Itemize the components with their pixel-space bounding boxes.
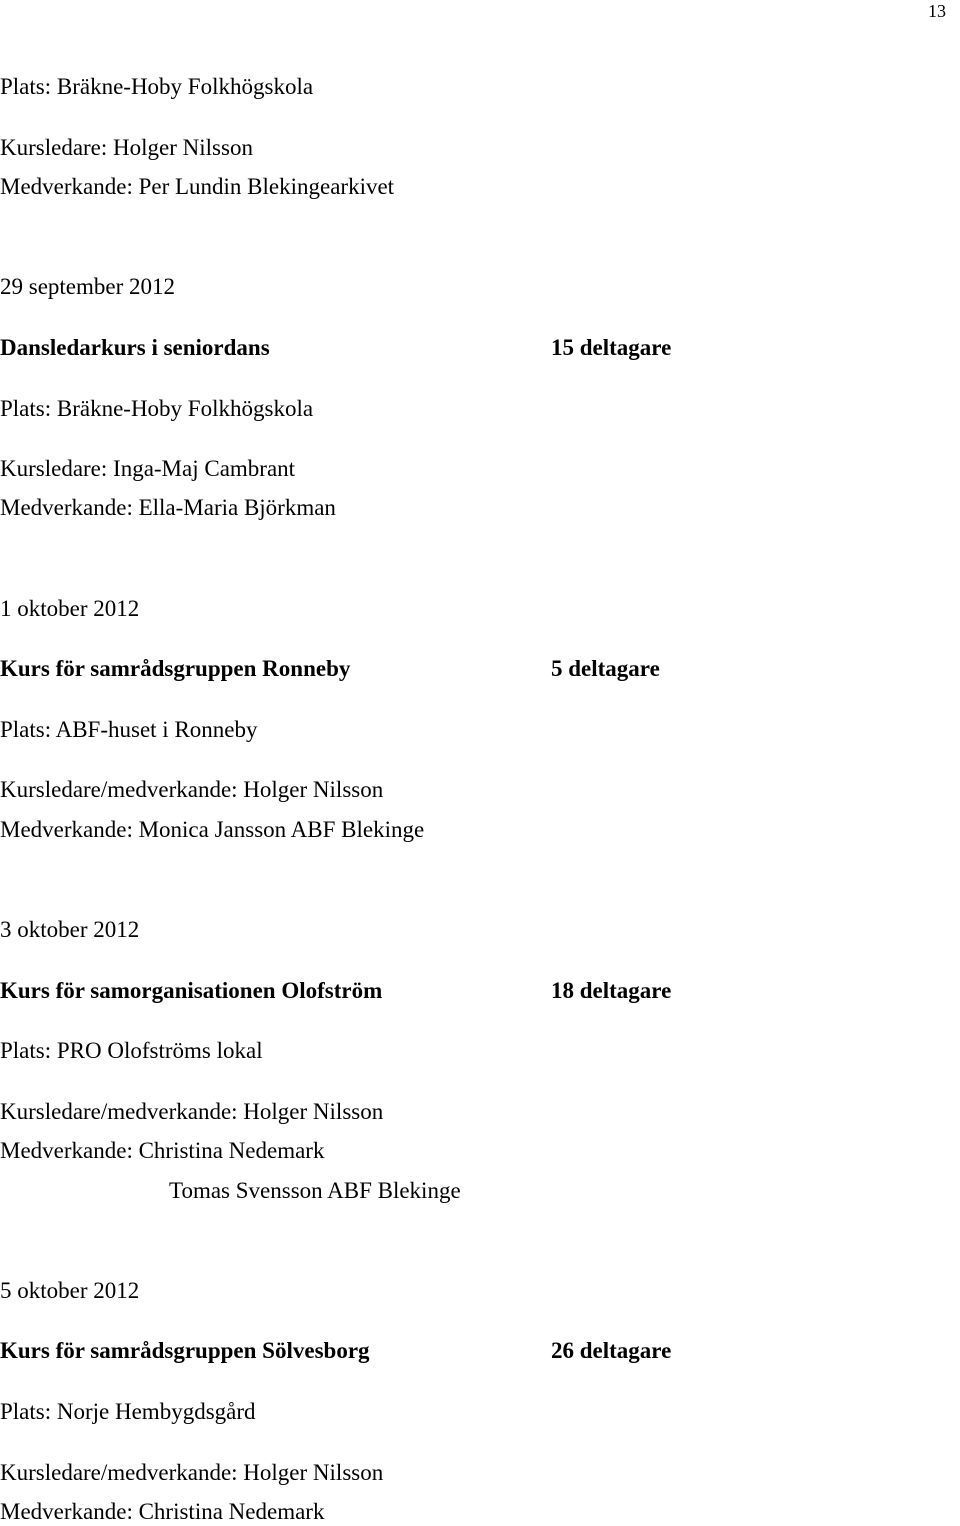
entry-date: 3 oktober 2012	[0, 917, 140, 942]
entry-participants: 15 deltagare	[551, 335, 672, 360]
entry-title: Kurs för samrådsgruppen Ronneby	[0, 656, 351, 681]
entry-medverkande: Medverkande: Ella-Maria Björkman	[0, 495, 336, 520]
entry-plats: Plats: Bräkne-Hoby Folkhögskola	[0, 396, 314, 421]
entry-title: Kurs för samorganisationen Olofström	[0, 978, 383, 1003]
entry-date: 29 september 2012	[0, 274, 176, 299]
entry-participants: 26 deltagare	[551, 1338, 672, 1363]
entry-plats: Plats: ABF-huset i Ronneby	[0, 717, 258, 742]
entry-date: 5 oktober 2012	[0, 1278, 140, 1303]
entry-medverkande: Medverkande: Christina Nedemark	[0, 1499, 325, 1524]
entry-title: Dansledarkurs i seniordans	[0, 335, 270, 360]
entry-medverkande: Medverkande: Monica Jansson ABF Blekinge	[0, 817, 425, 842]
entry-medverkande-extra: Tomas Svensson ABF Blekinge	[169, 1178, 461, 1203]
entry-participants: 18 deltagare	[551, 978, 672, 1003]
entry-medverkande: Medverkande: Christina Nedemark	[0, 1138, 325, 1163]
entry-ledare: Kursledare/medverkande: Holger Nilsson	[0, 1460, 384, 1485]
page-number: 13	[928, 1, 946, 21]
entry-ledare: Kursledare/medverkande: Holger Nilsson	[0, 1099, 384, 1124]
entry-ledare: Kursledare: Inga-Maj Cambrant	[0, 456, 296, 481]
intro-medverkande: Medverkande: Per Lundin Blekingearkivet	[0, 174, 395, 199]
entry-plats: Plats: PRO Olofströms lokal	[0, 1038, 263, 1063]
intro-plats: Plats: Bräkne-Hoby Folkhögskola	[0, 74, 314, 99]
entry-title: Kurs för samrådsgruppen Sölvesborg	[0, 1338, 370, 1363]
entry-date: 1 oktober 2012	[0, 596, 140, 621]
entry-participants: 5 deltagare	[551, 656, 660, 681]
intro-kursledare: Kursledare: Holger Nilsson	[0, 135, 253, 160]
entry-plats: Plats: Norje Hembygdsgård	[0, 1399, 256, 1424]
entry-ledare: Kursledare/medverkande: Holger Nilsson	[0, 777, 384, 802]
